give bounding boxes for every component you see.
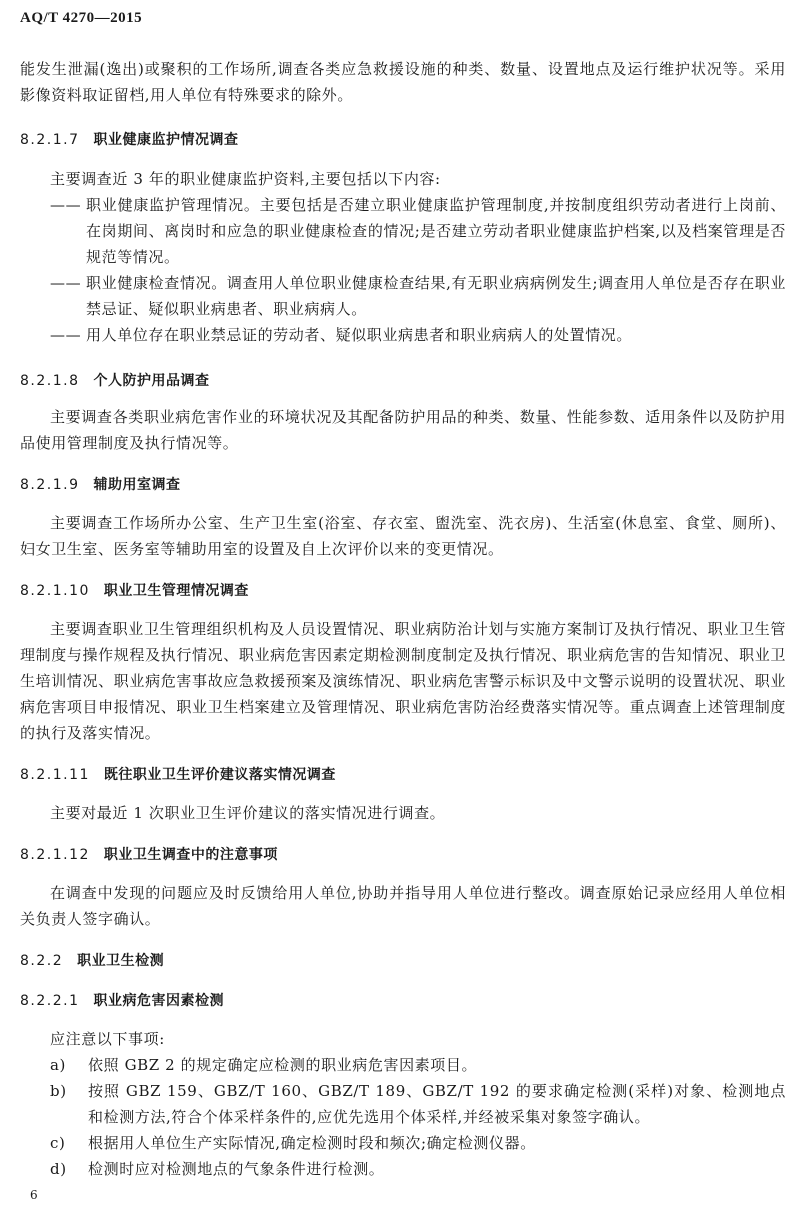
heading-number: 8.2.1.11 — [20, 767, 90, 783]
paragraph-8-2-1-7-lead — [20, 166, 786, 192]
list-item-text: 根据用人单位生产实际情况,确定检测时段和频次;确定检测仪器。 — [88, 1134, 536, 1152]
list-marker: a) — [50, 1056, 66, 1074]
body-text: 主要调查工作场所办公室、生产卫生室(浴室、存衣室、盥洗室、洗衣房)、生活室(休息室、食堂、厕所)、妇女卫生室、医务室等辅助用室的设置及自上次评价以来的变更情况。 — [20, 514, 787, 558]
heading-title: 个人防护用品调查 — [93, 373, 210, 389]
paragraph-8-2-1-8 — [20, 404, 786, 456]
lead-text: 主要调查近 3 年的职业健康监护资料,主要包括以下内容: — [50, 170, 441, 188]
list-item-text: 按照 GBZ 159、GBZ/T 160、GBZ/T 189、GBZ/T 192 的要求确定检测(采样)对象、检测地点和检测方法,符合个体采样条件的,应优先选用个体采样,并经被采集对象签字确认。 — [88, 1082, 786, 1126]
heading-title: 职业卫生检测 — [77, 953, 165, 969]
paragraph-8-2-1-10 — [20, 616, 786, 746]
dash-item-1 — [50, 192, 786, 270]
dash-item-2 — [50, 270, 786, 322]
list-item-text: 依照 GBZ 2 的规定确定应检测的职业病危害因素项目。 — [88, 1056, 478, 1074]
heading-number: 8.2.1.9 — [20, 477, 80, 493]
paragraph-8-2-2-1-lead — [20, 1026, 786, 1052]
list-item-a — [50, 1052, 786, 1078]
heading-title: 辅助用室调查 — [93, 477, 181, 493]
paragraph-8-2-1-12 — [20, 880, 786, 932]
heading-8-2-1-11 — [20, 764, 336, 784]
body-text: 主要调查各类职业病危害作业的环境状况及其配备防护用品的种类、数量、性能参数、适用条件以及防护用品使用管理制度及执行情况等。 — [20, 408, 786, 452]
dash-mark: —— — [50, 274, 82, 292]
body-text: 在调查中发现的问题应及时反馈给用人单位,协助并指导用人单位进行整改。调查原始记录应经用人单位相关负责人签字确认。 — [20, 884, 786, 928]
page-number: 6 — [30, 1188, 38, 1202]
heading-8-2-1-10 — [20, 580, 249, 600]
list-item-text: 检测时应对检测地点的气象条件进行检测。 — [88, 1160, 385, 1178]
heading-number: 8.2.2 — [20, 953, 64, 969]
list-marker: b) — [50, 1082, 67, 1100]
dash-item-text: 职业健康监护管理情况。主要包括是否建立职业健康监护管理制度,并按制度组织劳动者进行上岗前、在岗期间、离岗时和应急的职业健康检查的情况;是否建立劳动者职业健康监护档案,以及档案管理是否规范等情况。 — [86, 196, 786, 266]
paragraph-8-2-1-11 — [20, 800, 786, 826]
heading-8-2-1-8 — [20, 370, 209, 390]
list-item-d — [50, 1156, 786, 1182]
intro-text: 能发生泄漏(逸出)或聚积的工作场所,调查各类应急救援设施的种类、数量、设置地点及运行维护状况等。采用影像资料取证留档,用人单位有特殊要求的除外。 — [20, 60, 786, 104]
heading-title: 职业健康监护情况调查 — [93, 132, 239, 148]
dash-item-text: 用人单位存在职业禁忌证的劳动者、疑似职业病患者和职业病病人的处置情况。 — [86, 326, 633, 344]
heading-number: 8.2.1.7 — [20, 132, 80, 148]
heading-8-2-1-9 — [20, 474, 180, 494]
list-item-b — [50, 1078, 786, 1130]
heading-title: 既往职业卫生评价建议落实情况调查 — [103, 767, 336, 783]
heading-number: 8.2.1.12 — [20, 847, 90, 863]
dash-item-text: 职业健康检查情况。调查用人单位职业健康检查结果,有无职业病病例发生;调查用人单位是否存在职业禁忌证、疑似职业病患者、职业病病人。 — [86, 274, 786, 318]
heading-number: 8.2.1.10 — [20, 583, 90, 599]
heading-8-2-1-7 — [20, 129, 238, 149]
heading-8-2-1-12 — [20, 844, 278, 864]
body-text: 主要对最近 1 次职业卫生评价建议的落实情况进行调查。 — [50, 804, 446, 822]
heading-8-2-2-1 — [20, 990, 224, 1010]
body-text: 主要调查职业卫生管理组织机构及人员设置情况、职业病防治计划与实施方案制订及执行情况、职业卫生管理制度与操作规程及执行情况、职业病危害因素定期检测制度制定及执行情况、职业病危害的告知情况、职业卫生培训情况、职业病危害事故应急救援预案及演练情况、职业病危害警示标识及中文警示说明的设置状况、职业病危害项目申报情况、职业卫生档案建立及管理情况、职业病危害防治经费落实情况等。重点调查上述管理制度的执行及落实情况。 — [20, 620, 786, 742]
list-marker: d) — [50, 1160, 67, 1178]
dash-mark: —— — [50, 326, 82, 344]
intro-paragraph — [20, 56, 786, 108]
heading-title: 职业卫生调查中的注意事项 — [103, 847, 278, 863]
dash-item-3 — [50, 322, 786, 348]
dash-mark: —— — [50, 196, 82, 214]
list-marker: c) — [50, 1134, 66, 1152]
heading-8-2-2 — [20, 950, 164, 970]
paragraph-8-2-1-9 — [20, 510, 786, 562]
heading-number: 8.2.2.1 — [20, 993, 80, 1009]
list-item-c — [50, 1130, 786, 1156]
heading-title: 职业病危害因素检测 — [93, 993, 224, 1009]
standard-code: AQ/T 4270—2015 — [20, 10, 143, 26]
heading-number: 8.2.1.8 — [20, 373, 80, 389]
lead-text: 应注意以下事项: — [50, 1030, 165, 1048]
heading-title: 职业卫生管理情况调查 — [103, 583, 249, 599]
